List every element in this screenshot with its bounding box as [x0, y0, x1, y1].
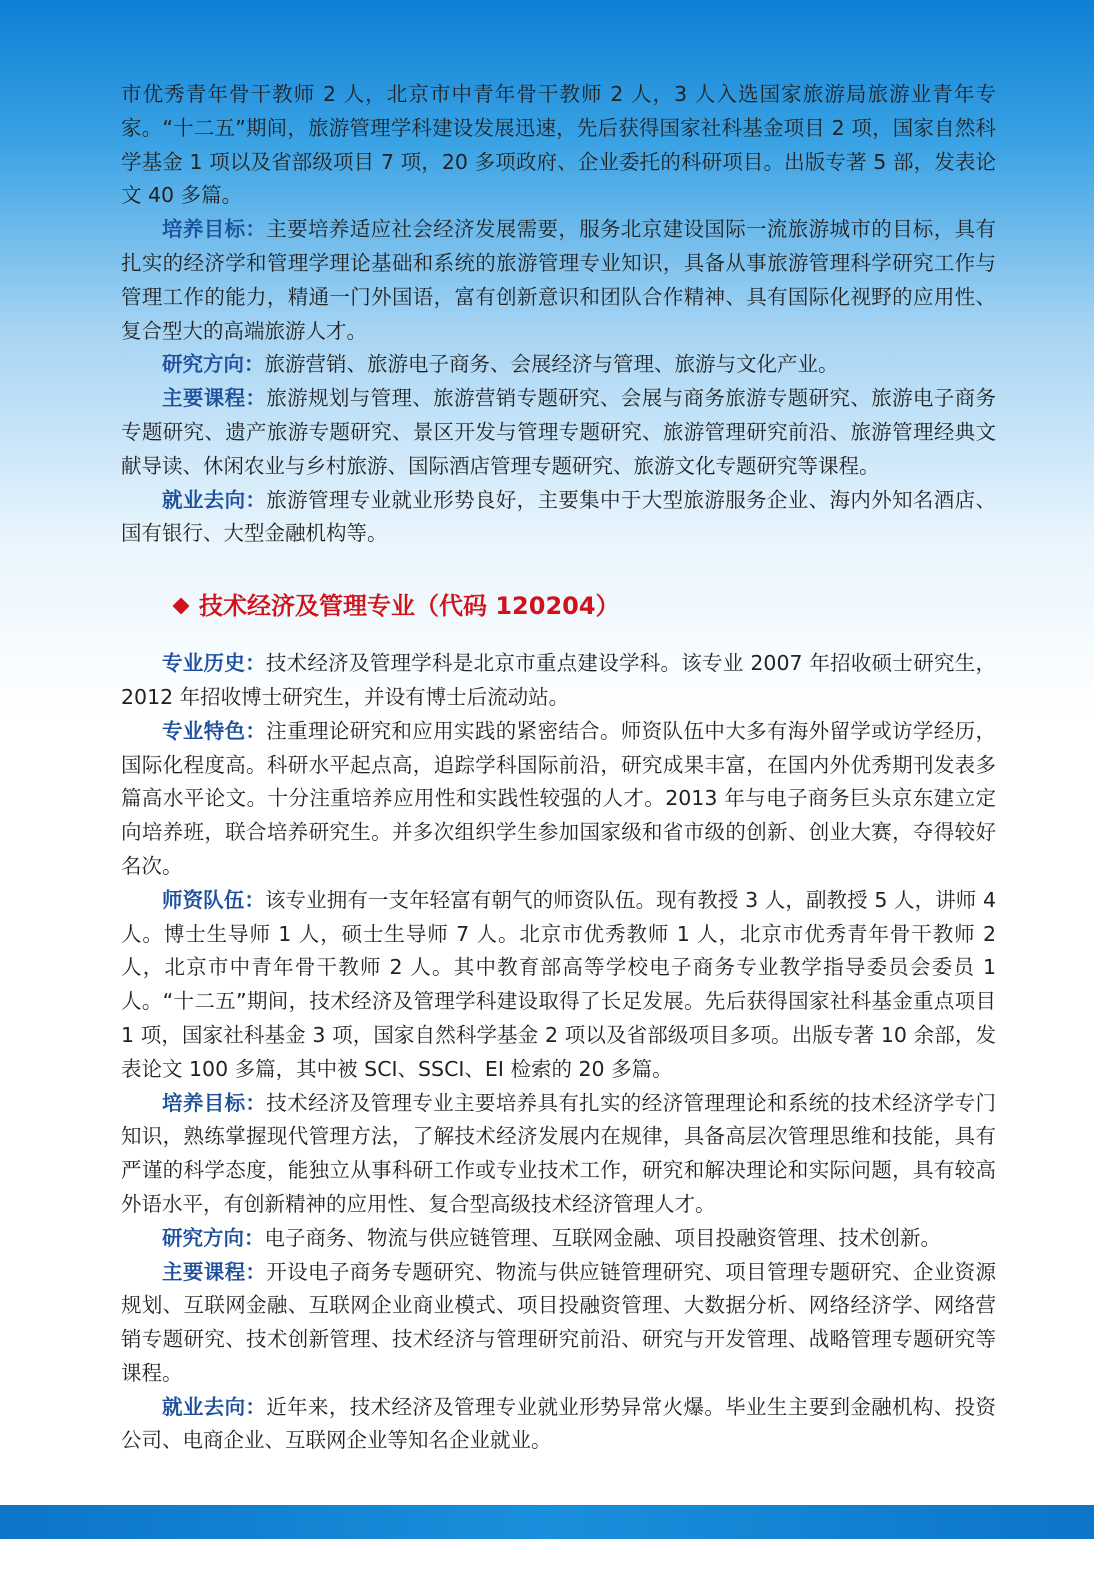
page-content	[121, 78, 996, 1458]
faculty-text: 该专业拥有一支年轻富有朝气的师资队伍。现有教授 3 人，副教授 5 人，讲师 4 人。博士生导师 1 人，硕士生导师 7 人。北京市优秀教师 1 人，北京市优秀青年骨干教师 2 人，北京市中青年骨干教师 2 人。其中教育部高等学校电子商务专业教学指导委员会委员 1 人。“十二五”期间，技术经济及管理学科建设取得了长足发展。先后获得国家社科基金重点项目 1 项，国家社科基金 3 项，国家自然科学基金 2 项以及省部级项目多项。出版专著 10 余部，发表论文 100 多篇，其中被 SCI、SSCI、EI 检索的 20 多篇。	[121, 887, 996, 1081]
tech-features-paragraph	[121, 715, 996, 884]
career-text: 旅游管理专业就业形势良好，主要集中于大型旅游服务企业、海内外知名酒店、国有银行、大型金融机构等。	[121, 487, 996, 546]
features-label: 专业特色：	[162, 718, 267, 743]
career-label: 就业去向：	[162, 1394, 267, 1419]
tech-courses-paragraph	[121, 1256, 996, 1391]
direction-label: 研究方向：	[162, 352, 265, 377]
tourism-goal-paragraph	[121, 213, 996, 348]
diamond-icon	[173, 598, 190, 615]
goal-label: 培养目标：	[162, 217, 267, 242]
tech-career-paragraph	[121, 1391, 996, 1459]
section-heading	[171, 589, 996, 623]
tech-goal-paragraph	[121, 1087, 996, 1222]
features-text: 注重理论研究和应用实践的紧密结合。师资队伍中大多有海外留学或访学经历，国际化程度高。科研水平起点高，追踪学科国际前沿，研究成果丰富，在国内外优秀期刊发表多篇高水平论文。十分注重培养应用性和实践性较强的人才。2013 年与电子商务巨头京东建立定向培养班，联合培养研究生。并多次组织学生参加国家级和省市级的创新、创业大赛，夺得较好名次。	[121, 718, 996, 878]
footer-band	[0, 1505, 1094, 1539]
courses-label: 主要课程：	[162, 1259, 267, 1284]
tourism-courses-paragraph	[121, 382, 996, 483]
section-heading-text: 技术经济及管理专业（代码 120204）	[199, 592, 620, 621]
direction-label: 研究方向：	[162, 1225, 265, 1250]
tech-direction-paragraph	[121, 1222, 996, 1256]
direction-text: 旅游营销、旅游电子商务、会展经济与管理、旅游与文化产业。	[264, 352, 839, 377]
footer-margin	[0, 1539, 1094, 1571]
history-label: 专业历史：	[162, 651, 266, 676]
career-label: 就业去向：	[162, 487, 267, 512]
career-text: 近年来，技术经济及管理专业就业形势异常火爆。毕业生主要到金融机构、投资公司、电商企业、互联网企业等知名企业就业。	[121, 1394, 996, 1453]
tech-faculty-paragraph	[121, 884, 996, 1087]
goal-label: 培养目标：	[162, 1090, 267, 1115]
tourism-intro-paragraph: 市优秀青年骨干教师 2 人，北京市中青年骨干教师 2 人，3 人入选国家旅游局旅游业青年专家。“十二五”期间，旅游管理学科建设发展迅速，先后获得国家社科基金项目 2 项，国家自然科学基金 1 项以及省部级项目 7 项，20 多项政府、企业委托的科研项目。出版专著 5 部，发表论文 40 多篇。	[121, 82, 996, 208]
goal-text: 主要培养适应社会经济发展需要，服务北京建设国际一流旅游城市的目标，具有扎实的经济学和管理学理论基础和系统的旅游管理专业知识，具备从事旅游管理科学研究工作与管理工作的能力，精通一门外国语，富有创新意识和团队合作精神、具有国际化视野的应用性、复合型大的高端旅游人才。	[121, 217, 996, 343]
direction-text: 电子商务、物流与供应链管理、互联网金融、项目投融资管理、技术创新。	[264, 1225, 941, 1250]
courses-text: 旅游规划与管理、旅游营销专题研究、会展与商务旅游专题研究、旅游电子商务专题研究、遗产旅游专题研究、景区开发与管理专题研究、旅游管理研究前沿、旅游管理经典文献导读、休闲农业与乡村旅游、国际酒店管理专题研究、旅游文化专题研究等课程。	[121, 386, 996, 478]
courses-label: 主要课程：	[162, 386, 267, 411]
goal-text: 技术经济及管理专业主要培养具有扎实的经济管理理论和系统的技术经济学专门知识，熟练掌握现代管理方法，了解技术经济发展内在规律，具备高层次管理思维和技能，具有严谨的科学态度，能独立从事科研工作或专业技术工作，研究和解决理论和实际问题，具有较高外语水平，有创新精神的应用性、复合型高级技术经济管理人才。	[121, 1090, 996, 1216]
history-text: 技术经济及管理学科是北京市重点建设学科。该专业 2007 年招收硕士研究生，2012 年招收博士研究生，并设有博士后流动站。	[121, 651, 997, 709]
courses-text: 开设电子商务专题研究、物流与供应链管理研究、项目管理专题研究、企业资源规划、互联网金融、互联网企业商业模式、项目投融资管理、大数据分析、网络经济学、网络营销专题研究、技术创新管理、技术经济与管理研究前沿、研究与开发管理、战略管理专题研究等课程。	[121, 1259, 996, 1385]
faculty-label: 师资队伍：	[162, 887, 265, 912]
tech-history-paragraph	[121, 647, 996, 715]
tourism-direction-paragraph	[121, 348, 996, 382]
tourism-career-paragraph	[121, 484, 996, 552]
